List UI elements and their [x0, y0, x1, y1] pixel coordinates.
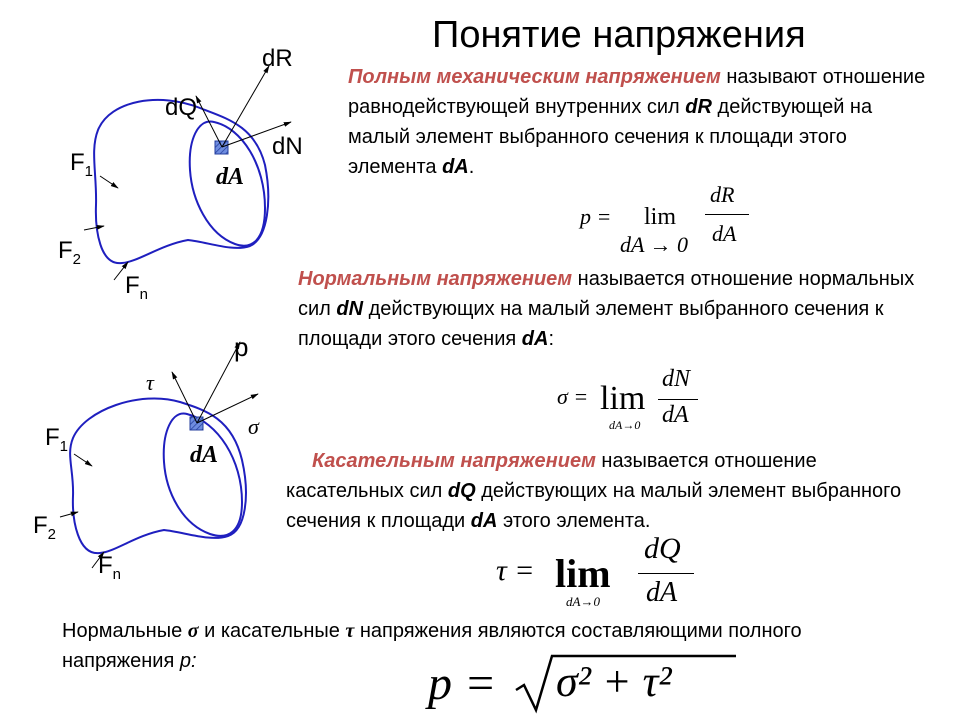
label-dA-2: dA [190, 442, 219, 468]
definition-full-stress: Полным механическим напряжением называют отношение равнодействующей внутренних сил dR действующей на малый элемент выбранного сечения к площади этого элемента dA. [348, 66, 926, 178]
F1-arrow [100, 176, 118, 188]
definition-normal-stress: Нормальным напряжением называется отношение нормальных сил dN действующих на малый элемент выбранного сечения к площади этого сечения dA: [298, 268, 915, 350]
body-diagram-1 [0, 0, 340, 320]
F1-arrow-2 [74, 454, 92, 466]
F2-arrow-2 [60, 512, 78, 517]
label-Fn-2: $F_n$ [98, 552, 122, 583]
label-dQ: dQ [165, 94, 198, 121]
F2-arrow [84, 226, 104, 230]
conclusion-text: Нормальные σ и касательные τ напряжения являются составляющими полного напряжения p: [62, 620, 802, 672]
area-element [215, 141, 228, 154]
body-outline-2 [70, 398, 246, 553]
dR-arrow [222, 66, 269, 147]
dQ-arrow [196, 96, 222, 147]
body-diagram-2 [0, 320, 300, 590]
label-dN: dN [272, 133, 303, 160]
page-title: Понятие напряжения [432, 14, 806, 56]
definition-shear-stress: Касательным напряжением называется отношение касательных сил dQ действующих на малый элемент выбранного сечения к площади dA этого элемента. [286, 450, 902, 532]
label-F2-2: $F_2$ [33, 512, 57, 543]
label-F2: $F_2$ [58, 237, 82, 268]
label-dR: dR [262, 45, 293, 72]
label-sigma: σ [248, 414, 259, 439]
label-F1: $F_1$ [70, 149, 94, 180]
label-p: p [234, 332, 249, 362]
label-Fn: $F_n$ [125, 272, 149, 303]
label-dA: dA [216, 164, 245, 190]
label-tau: τ [146, 370, 154, 395]
area-element-2 [190, 417, 203, 430]
label-F1-2: $F_1$ [45, 424, 69, 455]
